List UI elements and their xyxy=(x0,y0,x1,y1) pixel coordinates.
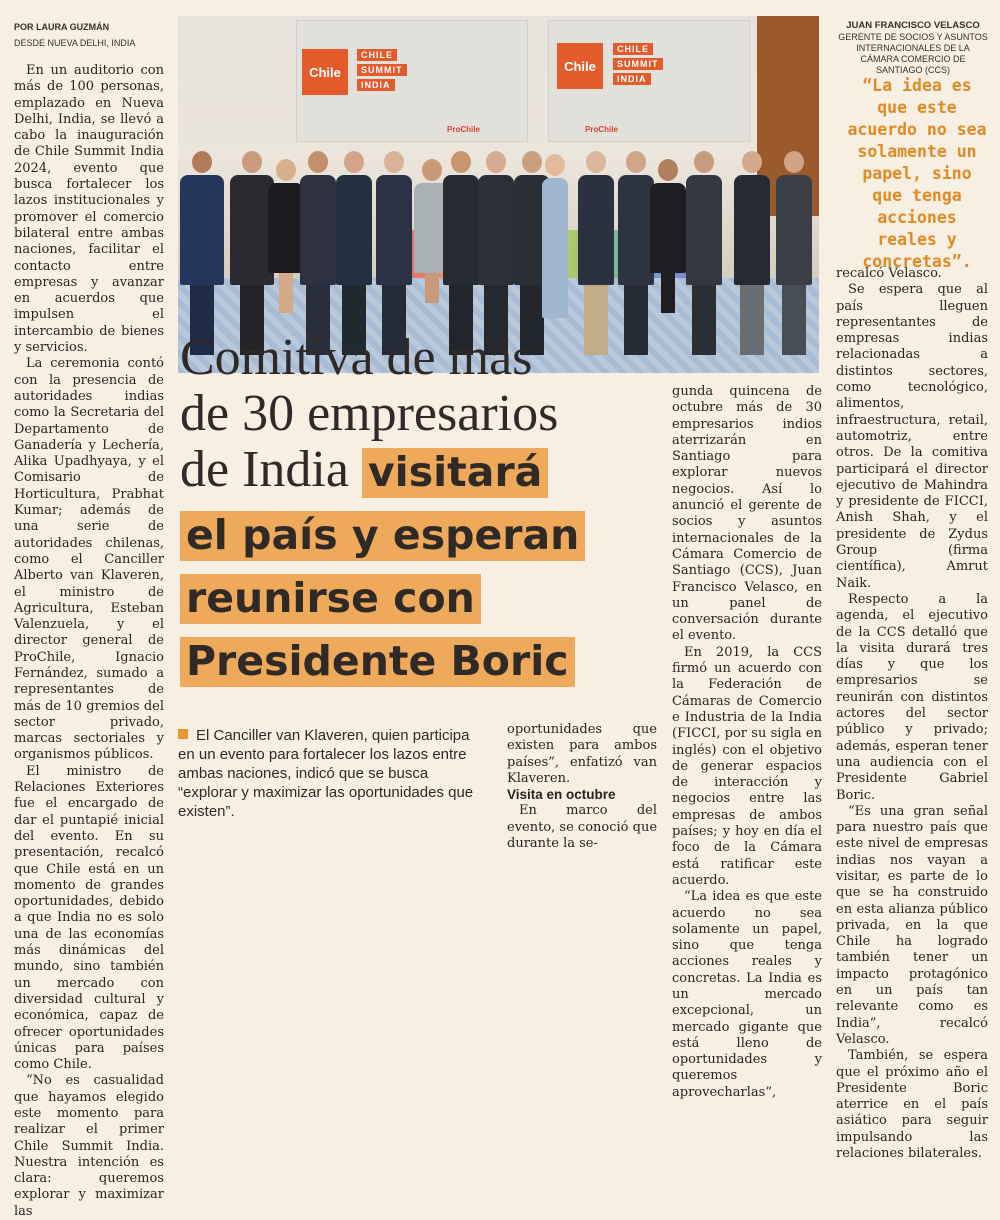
headline xyxy=(180,330,580,689)
person xyxy=(686,151,722,355)
paragraph: “La idea es que este acuerdo no sea solamente un papel, sino que tenga acciones reales y concretas. La India es un mercado excepcional, un mercado gigante que está lleno de oportunidades y queremos aprovecharlas”, xyxy=(672,889,822,1100)
byline-place: DESDE NUEVA DELHI, INDIA xyxy=(14,38,136,48)
caption-text: El Canciller van Klaveren, quien participa en un evento para fortalecer los lazos entre ambas naciones, indicó que se busca “explorar y maximizar las oportunidades que existen”. xyxy=(178,727,474,820)
banner-word: SUMMIT xyxy=(357,64,407,76)
photo-caption xyxy=(178,726,490,821)
chile-logo: Chile xyxy=(557,43,603,89)
headline-line: de India xyxy=(180,441,362,498)
person xyxy=(443,151,479,355)
headline-highlight: Presidente Boric xyxy=(180,637,575,687)
column-3 xyxy=(672,384,822,1101)
paragraph: “No es casualidad que hayamos elegido este momento para realizar el primer Chile Summit India. Nuestra intención es clara: queremos explorar y maximizar las xyxy=(14,1073,164,1219)
headline-highlight: el país y esperan xyxy=(180,511,585,561)
column-1 xyxy=(14,63,164,1220)
paragraph: En marco del evento, se conoció que durante la se- xyxy=(507,803,658,852)
caption-square-icon xyxy=(178,729,188,739)
person xyxy=(578,151,614,355)
banner-word: SUMMIT xyxy=(613,58,663,70)
headline-highlight: reunirse con xyxy=(180,574,481,624)
person xyxy=(776,151,812,355)
person xyxy=(478,151,514,355)
person xyxy=(734,151,770,355)
person xyxy=(268,159,304,313)
person xyxy=(336,151,372,355)
prochile-logo: ProChile xyxy=(585,125,618,134)
person xyxy=(180,151,224,355)
byline xyxy=(14,22,135,48)
person xyxy=(542,154,568,318)
prochile-logo: ProChile xyxy=(447,125,480,134)
paragraph: La ceremonia contó con la presencia de autoridades indias como la Secretaria del Departamento de Ganadería y Lechería, Alika Upadhyaya, y el Comisario de Horticultura, Prabhat Kumar; además de una serie de autoridades chilenas, como el Canciller Alberto van Klaveren, el ministro de Agricultura, Esteban Valenzuela, y el director general de ProChile, Ignacio Fernández, sumado a representantes de más de 10 gremios del sector privado, marcas sectoriales y organismos públicos. xyxy=(14,356,164,763)
byline-author: POR LAURA GUZMÁN xyxy=(14,22,110,32)
photo-banner-left xyxy=(296,20,528,142)
pull-quote: “La idea es que este acuerdo no sea solamente un papel, sino que tenga acciones reales y concretas”. xyxy=(847,76,987,271)
person xyxy=(300,151,336,355)
headline-highlight: visitará xyxy=(362,448,548,498)
person xyxy=(376,151,412,355)
paragraph: En un auditorio con más de 100 personas, emplazado en Nueva Delhi, India, se llevó a cabo la inauguración de Chile Summit India 2024, evento que busca fortalecer los lazos institucionales y promover el comercio bilateral entre ambas naciones, facilitar el contacto entre empresas y avanzar en acuerdos que impulsen el intercambio de bienes y servicios. xyxy=(14,63,164,356)
paragraph: “Es una gran señal para nuestro país que este nivel de empresas indias nos vayan a visitar, es parte de lo que se ha construido en esta alianza público privada, en la que Chile ha logrado también tener un impacto protagónico en un país tan relevante como es India”, recalcó Velasco. xyxy=(836,803,988,1047)
subhead-visita: Visita en octubre xyxy=(507,787,616,803)
paragraph: oportunidades que existen para ambos países”, enfatizó van Klaveren. xyxy=(507,722,657,786)
interviewee-role: GERENTE DE SOCIOS Y ASUNTOS INTERNACIONALES DE LA CÁMARA COMERCIO DE SANTIAGO (CCS) xyxy=(838,32,988,75)
banner-word: INDIA xyxy=(357,79,395,91)
paragraph: Respecto a la agenda, el ejecutivo de la CCS detalló que la visita durará tres días y que los empresarios se reunirán con distintos actores del sector público y privado; además, esperan tener una audiencia con el Presidente Gabriel Boric. xyxy=(836,591,988,803)
interviewee-header xyxy=(838,20,988,76)
headline-line: de 30 empresarios xyxy=(180,385,559,442)
person xyxy=(618,151,654,355)
paragraph: gunda quincena de octubre más de 30 empresarios indios aterrizarán en Santiago para explorar nuevos negocios. Así lo anunció el gerente de socios y asuntos internacionales de la Cámara Comercio de Santiago (CCS), Juan Francisco Velasco, en un panel de conversación durante el evento. xyxy=(672,384,822,644)
chile-logo: Chile xyxy=(302,49,348,95)
paragraph: En 2019, la CCS firmó un acuerdo con la Federación de Cámaras de Comercio e Industria de la India (FICCI, por su sigla en inglés) con el objetivo de generar espacios de interacción y negocios entre las empresas de ambos países; y hoy en día el foco de la Cámara está ratificar este acuerdo. xyxy=(672,644,822,888)
person xyxy=(650,159,686,313)
column-4 xyxy=(836,266,988,1162)
paragraph: Se espera que al país lleguen representantes de empresas indias relacionadas a distintos sectores, como tecnológico, alimentos, infraestructura, retail, automotriz, entre otros. De la comitiva participará el director ejecutivo de Mahindra y presidente de FICCI, Anish Shah, y el presidente de Zydus Group (firma científica), Amrut Naik. xyxy=(836,282,988,591)
headline-line: Comitiva de más xyxy=(180,329,533,386)
paragraph: recalcó Velasco. xyxy=(836,266,942,281)
banner-word: CHILE xyxy=(357,49,397,61)
paragraph: El ministro de Relaciones Exteriores fue el encargado de dar el puntapié inicial del evento. En su presentación, recalcó que Chile está en un momento de grandes oportunidades, debido a que India no es solo una de las economías más dinámicas del mundo, sino también un mercado con diversidad cultural y económica, capaz de ofrecer oportunidades únicas para países como Chile. xyxy=(14,763,164,1073)
interviewee-name: JUAN FRANCISCO VELASCO xyxy=(846,20,980,31)
paragraph: También, se espera que el próximo año el Presidente Boric aterrice en el país asiático para seguir impulsando las relaciones bilaterales. xyxy=(836,1048,988,1162)
banner-word: CHILE xyxy=(613,43,653,55)
column-2 xyxy=(507,722,657,852)
photo-banner-right xyxy=(548,20,750,142)
banner-word: INDIA xyxy=(613,73,651,85)
event-photo xyxy=(178,16,819,373)
